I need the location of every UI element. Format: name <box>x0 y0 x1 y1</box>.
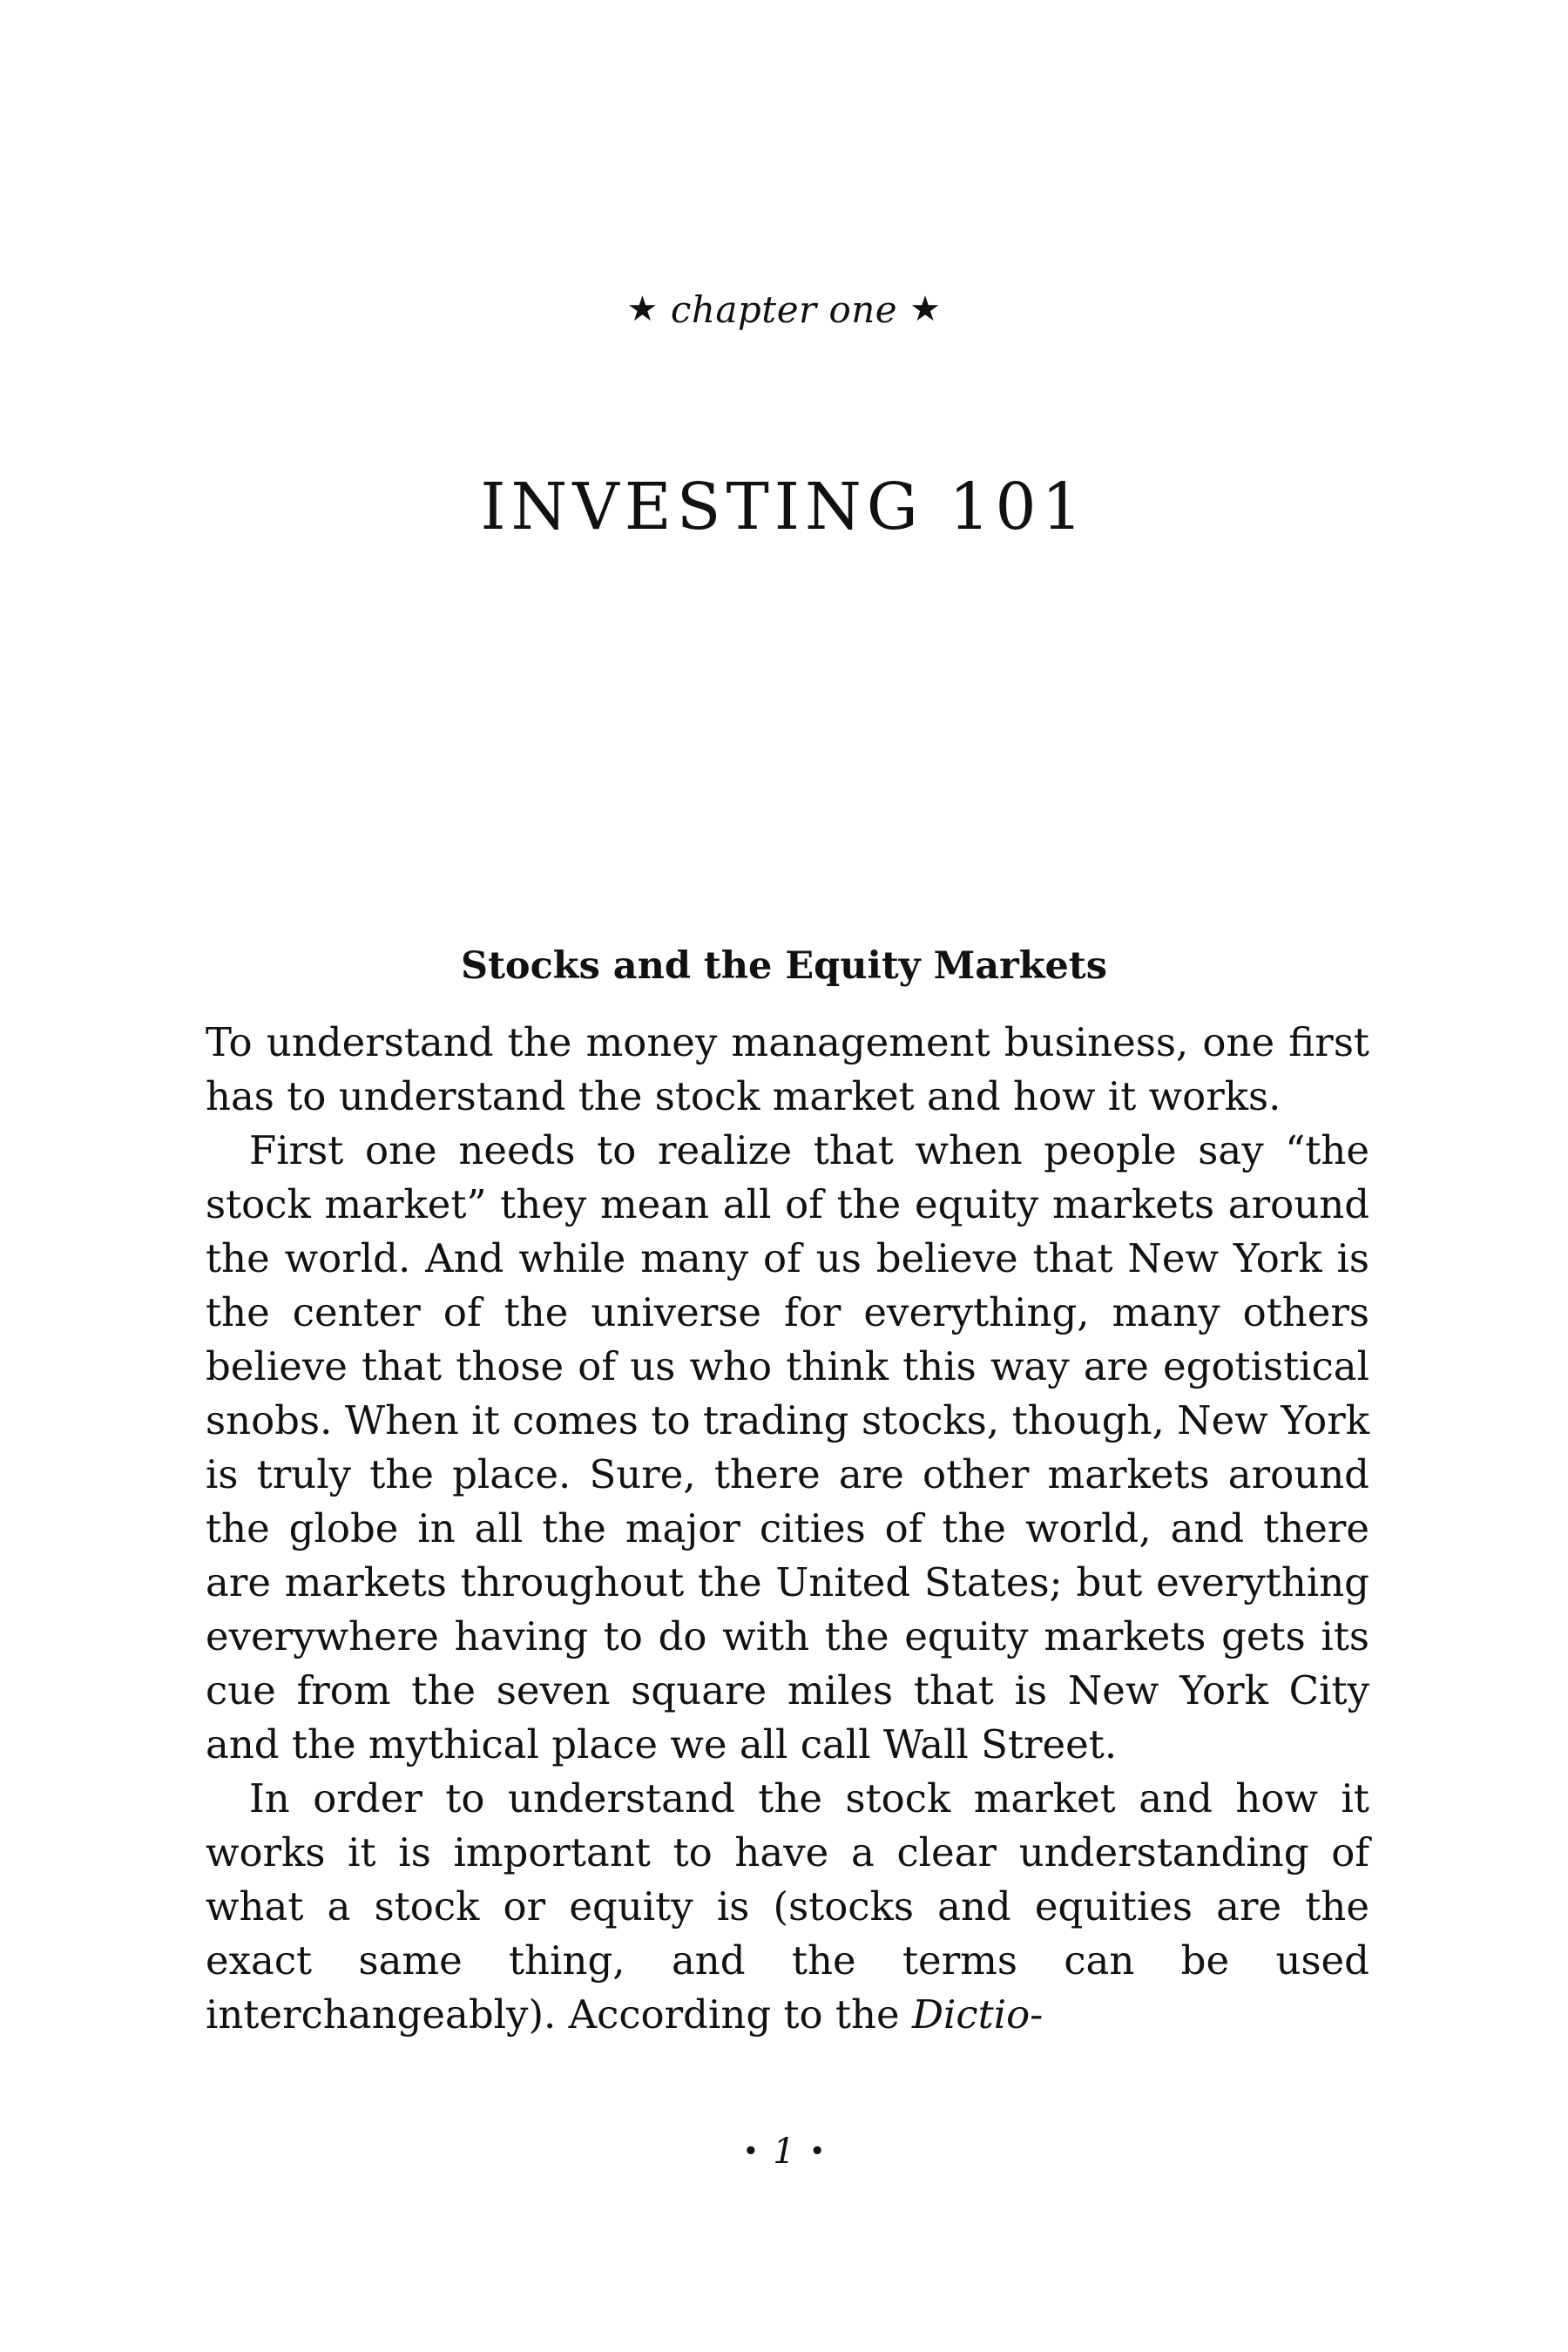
italic-term: Dictio- <box>911 1991 1044 2038</box>
chapter-label-text: chapter one <box>670 288 898 331</box>
paragraph <box>206 1772 1369 2042</box>
chapter-label <box>0 288 1568 331</box>
paragraph: To understand the money management business, one first has to understand the stock market and how it works. <box>206 1019 1369 1119</box>
bullet-icon: • <box>742 2134 760 2167</box>
bullet-icon: • <box>808 2134 826 2167</box>
body-text <box>206 1016 1369 2042</box>
star-icon: ★ <box>909 289 942 329</box>
star-icon: ★ <box>626 289 659 329</box>
page-number-text: 1 <box>773 2132 795 2172</box>
paragraph-text: In order to understand the stock market and how it works it is important to have a clear understanding of what a stock or equity is (stocks and equities are the exact same thing, and the terms can be used interchangeably). According to the <box>206 1775 1369 2038</box>
section-heading: Stocks and the Equity Markets <box>461 944 1107 988</box>
page-number <box>0 2132 1568 2172</box>
paragraph: First one needs to realize that when people say “the stock market” they mean all of the equity markets around the world. And while many of us believe that New York is the center of the universe for everything, many others believe that those of us who think this way are egotistical snobs. When it comes to trading stocks, though, New York is truly the place. Sure, there are other markets around the globe in all the major cities of the world, and there are markets throughout the United States; but everything everywhere having to do with the equity markets gets its cue from the seven square miles that is New York City and the mythical place we all call Wall Street. <box>206 1127 1369 1767</box>
chapter-title: INVESTING 101 <box>480 470 1088 544</box>
